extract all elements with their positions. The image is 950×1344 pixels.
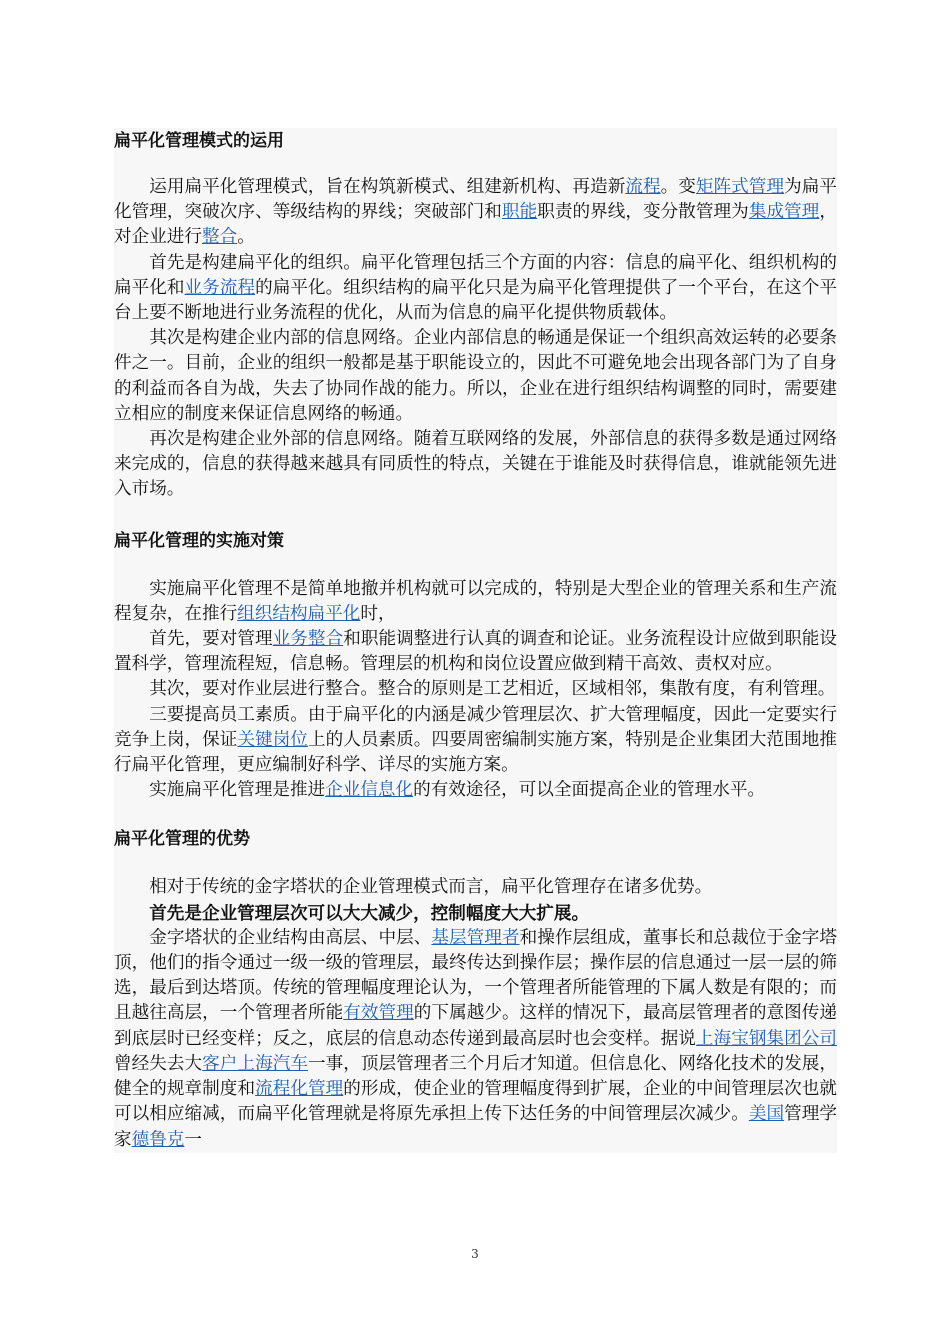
section-heading: 扁平化管理的实施对策 bbox=[114, 528, 837, 554]
section-heading: 扁平化管理的优势 bbox=[114, 826, 837, 852]
text-run: 曾经失去大 bbox=[114, 1053, 203, 1074]
text-run: 一事，顶层管理者三个月后才知道。但信息化、网络化技术的发展，健全的规章制度和 bbox=[114, 1053, 837, 1100]
text-run: 的形成，使企业的管理幅度得到扩展，企业的中间管理层次也就可以相应缩减，而扁平化管理就是将原先承担上传下达任务的中间管理层次减少。 bbox=[114, 1079, 837, 1125]
paragraph bbox=[114, 251, 837, 327]
paragraph bbox=[114, 677, 837, 702]
paragraph bbox=[114, 326, 837, 427]
text-run: 的下属越少。这样的情况下，最高层管理者的意图传递到底层时已经变样；反之，底层的信息动态传递到最高层时也会变样。据说 bbox=[114, 1003, 837, 1049]
text-run: 。 bbox=[237, 227, 255, 248]
hyperlink[interactable]: 业务流程 bbox=[184, 277, 256, 298]
paragraph bbox=[114, 427, 837, 503]
hyperlink[interactable]: 关键岗位 bbox=[237, 729, 308, 750]
text-run: 。变 bbox=[660, 177, 696, 197]
text-run: 和操作层组成，董事长和总裁位于金字塔顶，他们的指令通过一级一级的管理层，最终传达到操作层；操作层的信息通过一层一层的筛选，最后到达塔顶。传统的管理幅度理论认为，一个管理者所能管理的下属人数是有限的；而且越往高层，一个管理者所能 bbox=[114, 927, 837, 1024]
text-run: 一 bbox=[184, 1129, 203, 1150]
text-run: 金字塔状的企业结构由高层、中层、 bbox=[149, 927, 432, 948]
text-run: 为扁平化管理，突破次序、等级结构的界线；突破部门和 bbox=[114, 177, 837, 223]
paragraph bbox=[114, 577, 837, 627]
hyperlink[interactable]: 德鲁克 bbox=[131, 1129, 185, 1150]
paragraph bbox=[114, 703, 837, 779]
hyperlink[interactable]: 上海宝钢集团公司 bbox=[695, 1028, 837, 1049]
text-run: 时， bbox=[360, 603, 396, 624]
hyperlink[interactable]: 业务整合 bbox=[272, 629, 344, 650]
text-run: 首先是构建扁平化的组织。扁平化管理包括三个方面的内容：信息的扁平化、组织机构的扁平化和 bbox=[114, 252, 837, 298]
text-run: 的有效途径，可以全面提高企业的管理水平。 bbox=[413, 780, 766, 801]
hyperlink[interactable]: 客户 bbox=[202, 1053, 238, 1074]
text-run: 实施扁平化管理是推进 bbox=[149, 780, 326, 801]
page-number: 3 bbox=[471, 1247, 479, 1261]
hyperlink[interactable]: 流程化管理 bbox=[255, 1079, 344, 1100]
text-run: 首先是企业管理层次可以大大减少，控制幅度大大扩展。 bbox=[149, 902, 590, 924]
paragraph bbox=[114, 875, 837, 900]
text-run: 首先，要对管理 bbox=[149, 629, 273, 650]
text-run: 其次是构建企业内部的信息网络。企业内部信息的畅通是保证一个组织高效运转的必要条件之一。目前，企业的组织一般都是基于职能设立的，因此不可避免地会出现各部门为了自身的利益而各自为战，失去了协同作战的能力。所以，企业在进行组织结构调整的同时，需要建立相应的制度来保证信息网络的畅通。 bbox=[114, 328, 837, 424]
text-run: 运用扁平化管理模式，旨在构筑新模式、组建新机构、再造新 bbox=[149, 177, 626, 197]
hyperlink[interactable]: 流程 bbox=[625, 177, 661, 197]
hyperlink[interactable]: 矩阵式管理 bbox=[695, 177, 785, 197]
paragraph bbox=[114, 627, 837, 677]
text-run: 职责的界线，变分散管理为 bbox=[537, 202, 749, 223]
paragraph bbox=[114, 778, 837, 803]
text-run: 其次，要对作业层进行整合。整合的原则是工艺相近，区域相邻，集散有度，有利管理。 bbox=[149, 679, 836, 700]
text-run: ， 对企业进行 bbox=[114, 202, 837, 248]
hyperlink[interactable]: 企业信息化 bbox=[325, 780, 414, 801]
section-heading: 扁平化管理模式的运用 bbox=[114, 128, 837, 154]
text-run: 相对于传统的金字塔状的企业管理模式而言，扁平化管理存在诸多优势。 bbox=[149, 877, 713, 898]
hyperlink[interactable]: 组织结构扁平化 bbox=[237, 603, 361, 624]
paragraph bbox=[114, 175, 837, 251]
hyperlink[interactable]: 职能 bbox=[501, 202, 538, 223]
text-run: 再次是构建企业外部的信息网络。随着互联网络的发展，外部信息的获得多数是通过网络来完成的，信息的获得越来越具有同质性的特点，关键在于谁能及时获得信息，谁就能领先进入市场。 bbox=[114, 429, 837, 500]
hyperlink[interactable]: 有效管理 bbox=[343, 1003, 414, 1024]
text-run: 上的人员素质。四要周密编制实施方案，特别是企业集团大范围地推行扁平化管理，更应编制好科学、详尽的实施方案。 bbox=[114, 729, 837, 776]
hyperlink[interactable]: 美国 bbox=[748, 1104, 785, 1125]
hyperlink[interactable]: 上海汽车 bbox=[237, 1053, 308, 1074]
hyperlink[interactable]: 整合 bbox=[201, 227, 238, 248]
text-run: 和职能调整进行认真的调查和论证。业务流程设计应做到职能设置科学，管理流程短，信息畅。管理层的机构和岗位设置应做到精干高效、责权对应。 bbox=[114, 629, 837, 675]
hyperlink[interactable]: 基层管理者 bbox=[431, 927, 520, 948]
paragraph bbox=[114, 901, 837, 926]
paragraph bbox=[114, 926, 837, 1153]
text-run: 管理学家 bbox=[114, 1104, 837, 1150]
hyperlink[interactable]: 集成管理 bbox=[748, 202, 820, 223]
text-run: 实施扁平化管理不是简单地撤并机构就可以完成的，特别是大型企业的管理关系和生产流程复杂，在推行 bbox=[114, 578, 837, 624]
document-body bbox=[114, 128, 837, 1153]
text-run: 三要提高员工素质。由于扁平化的内涵是减少管理层次、扩大管理幅度，因此一定要实行竞争上岗，保证 bbox=[114, 704, 837, 750]
text-run: 的扁平化。组织结构的扁平化只是为扁平化管理提供了一个平台，在这个平台上要不断地进行业务流程的优化，从而为信息的扁平化提供物质载体。 bbox=[114, 277, 837, 324]
